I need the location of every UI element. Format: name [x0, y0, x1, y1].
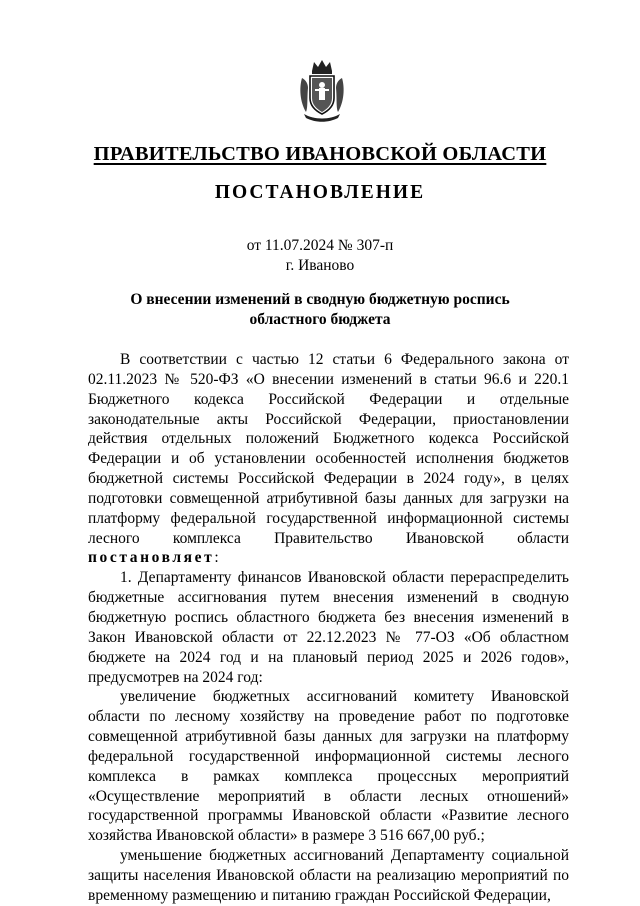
- organization-title: ПРАВИТЕЛЬСТВО ИВАНОВСКОЙ ОБЛАСТИ: [93, 143, 547, 165]
- subject-line-2: областного бюджета: [249, 311, 391, 328]
- coat-of-arms-emblem: [298, 58, 346, 124]
- paragraph-item-1: 1. Департаменту финансов Ивановской области перераспределить бюджетные ассигнования путем внесения изменений в сводную бюджетную роспись областного бюджета без внесения изменений в Закон Ивановской области от 22.12.2023 № 77-ОЗ «Об областном бюджете на 2024 год и на плановый период 2025 и 2026 годов», предусмотрев на 2024 год:: [88, 569, 569, 686]
- paragraph-preamble: [88, 350, 569, 568]
- decree-colon: :: [214, 549, 219, 567]
- date-number: от 11.07.2024 № 307-п: [246, 237, 394, 254]
- city: г. Иваново: [285, 257, 355, 274]
- paragraph-increase: увеличение бюджетных ассигнований комитету Ивановской области по лесному хозяйству на проведение работ по подготовке совмещенной атрибутивной базы данных для загрузки на платформу федеральной государственной информационной системы лесного комплекса в рамках комплекса процессных мероприятий «Осуществление мероприятий в области лесных отношений» государственной программы Ивановской области «Развитие лесного хозяйства Ивановской области» в размере 3 516 667,00 руб.;: [88, 688, 569, 845]
- paragraph-decrease: уменьшение бюджетных ассигнований Департаменту социальной защиты населения Ивановской области на реализацию мероприятий по временному размещению и питанию граждан Российской Федерации,: [88, 847, 569, 904]
- document-type-heading: ПОСТАНОВЛЕНИЕ: [214, 182, 426, 203]
- subject-line-1: О внесении изменений в сводную бюджетную роспись: [130, 291, 510, 308]
- document-subject: [60, 290, 580, 330]
- preamble-text: В соответствии с частью 12 статьи 6 Федерального закона от 02.11.2023 № 520-ФЗ «О внесении изменений в статьи 96.6 и 220.1 Бюджетного кодекса Российской Федерации и отдельные законодательные акты Российской Федерации, приостановлении действия отдельных положений Бюджетного кодекса Российской Федерации и об установлении особенностей исполнения бюджетов бюджетной системы Российской Федерации в 2024 году», в целях подготовки совмещенной атрибутивной базы данных для загрузки на платформу федеральной государственной информационной системы лесного комплекса Правительство Ивановской области: [88, 351, 569, 547]
- document-body: [88, 350, 569, 906]
- decree-word: постановляет: [88, 549, 215, 567]
- document-meta: [60, 236, 580, 276]
